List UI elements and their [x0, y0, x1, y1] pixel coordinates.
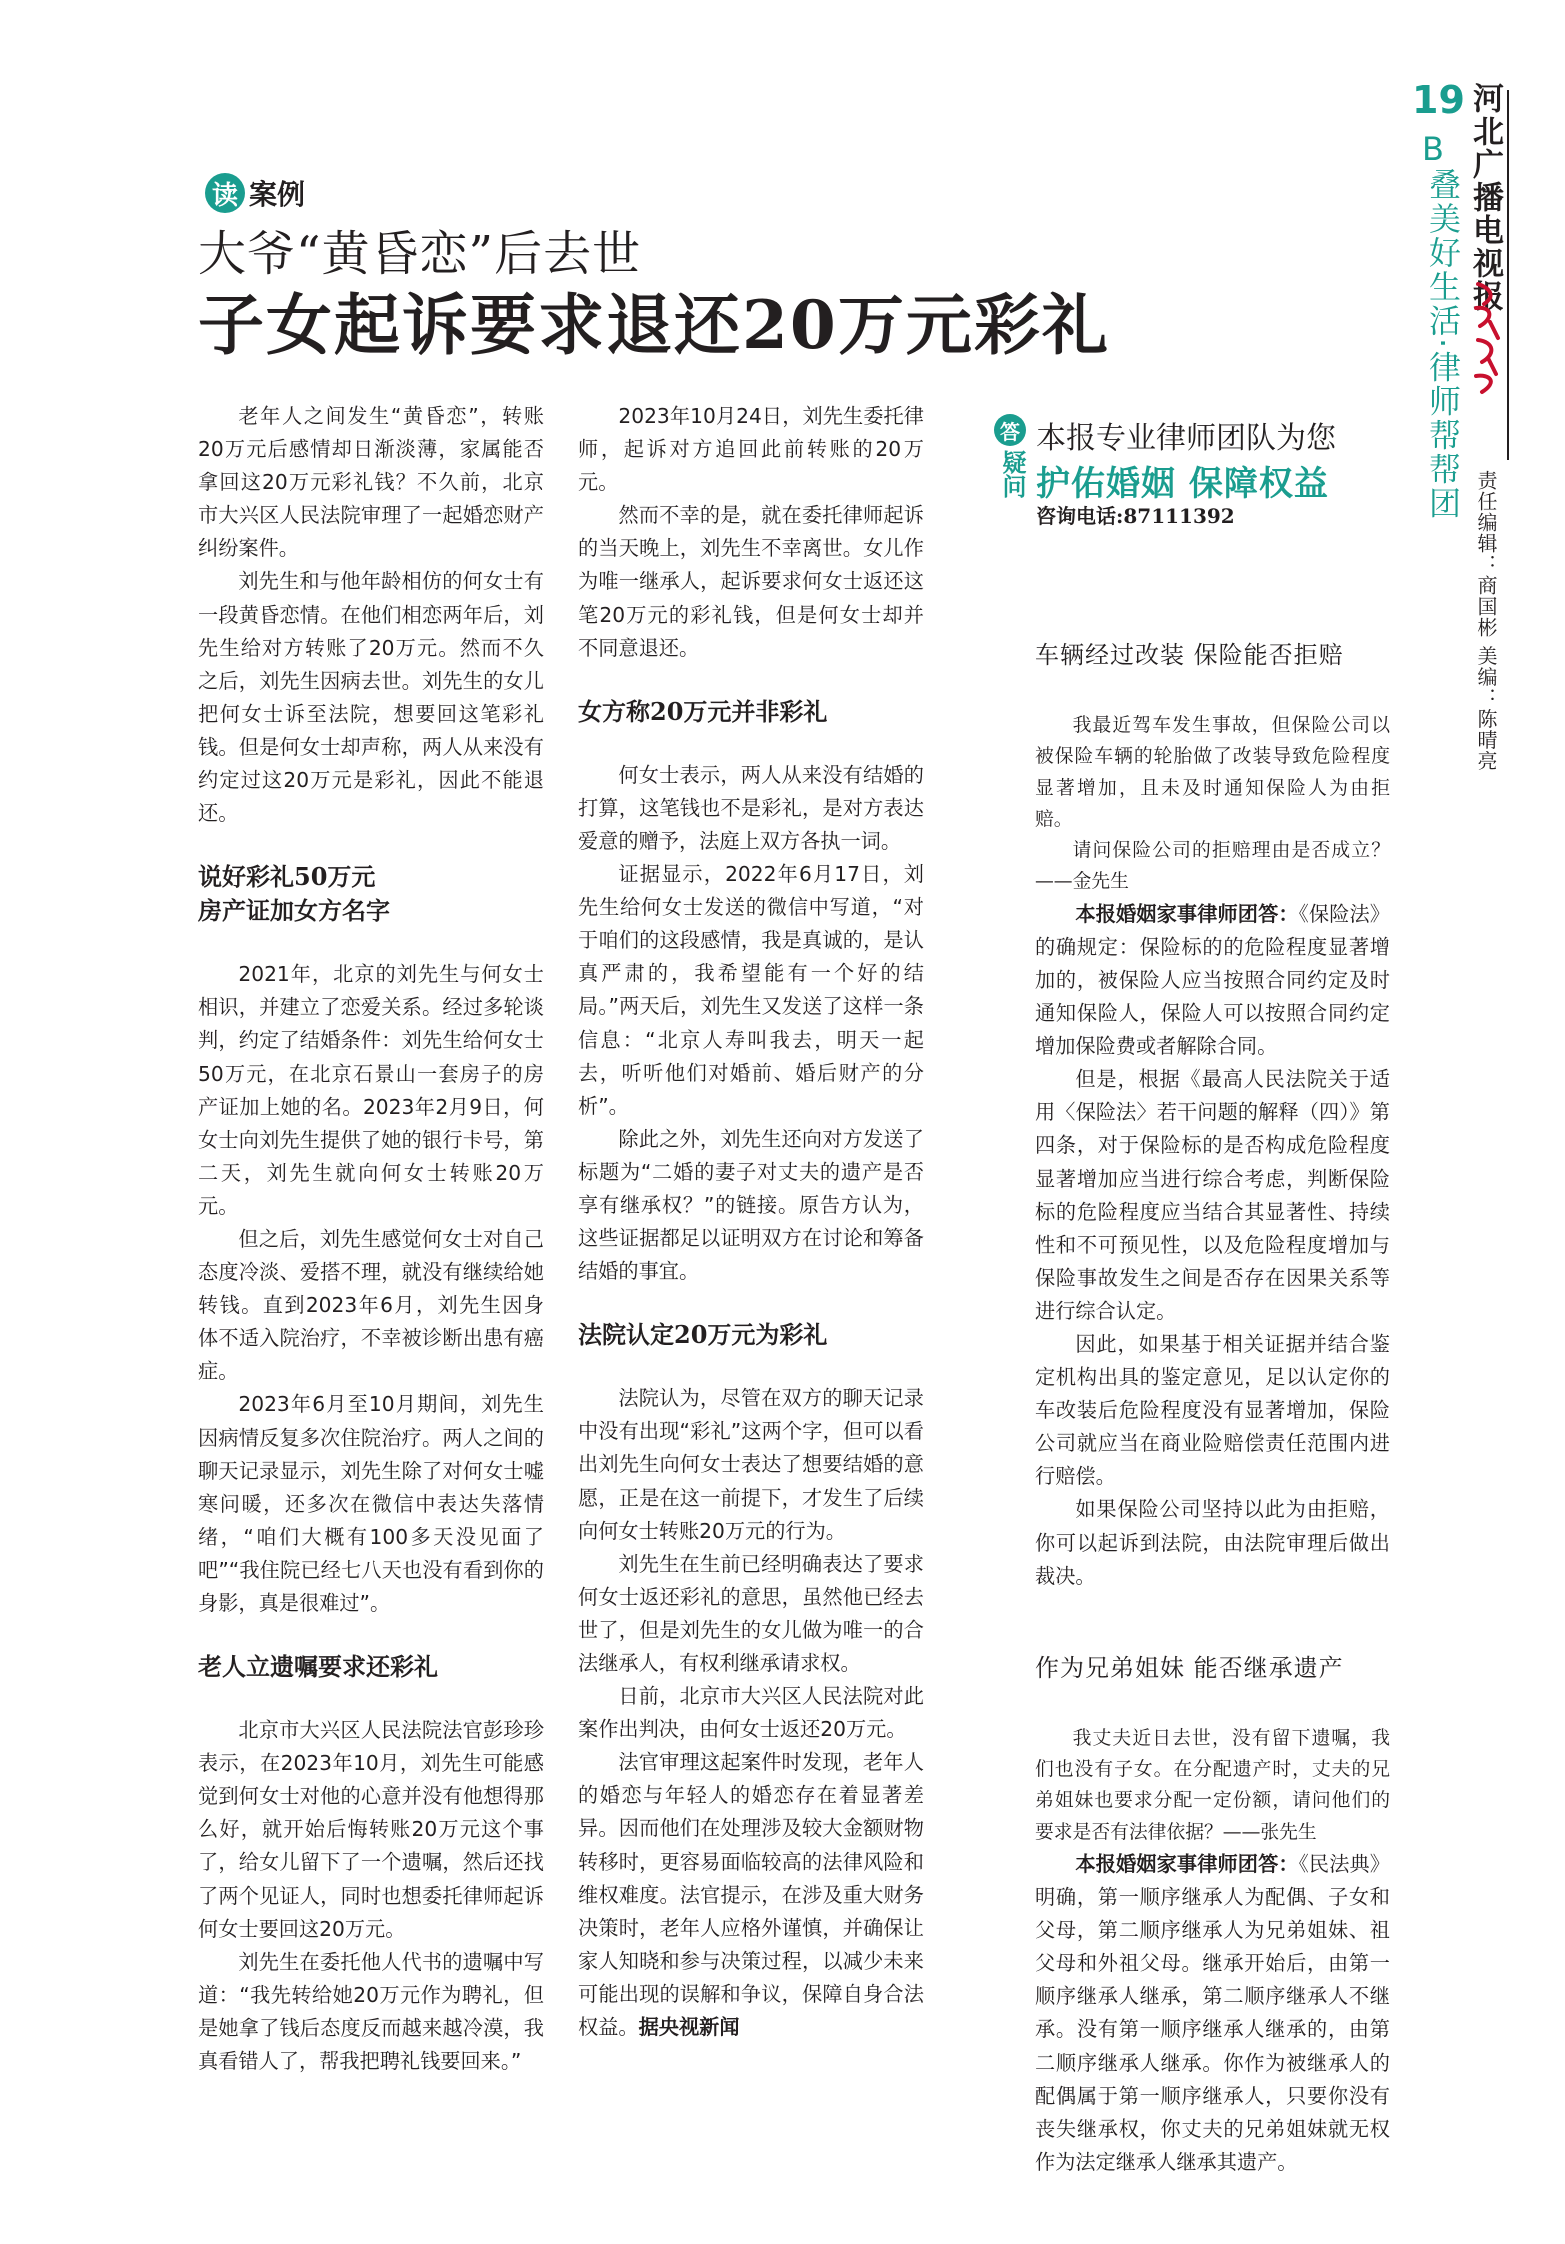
- paragraph: 然而不幸的是，就在委托律师起诉的当天晚上，刘先生不幸离世。女儿作为唯一继承人，起诉要求何女士返还这笔20万元的彩礼钱，但是何女士却并不同意退还。: [578, 503, 924, 660]
- editor-credits: 责任编辑：商国彬 美编：陈晴亮: [1474, 470, 1498, 772]
- paragraph: 法院认为，尽管在双方的聊天记录中没有出现“彩礼”这两个字，但可以看出刘先生向何女士表达了想要结婚的意愿，正是在这一前提下，才发生了后续向何女士转账20万元的行为。: [578, 1386, 924, 1543]
- paragraph: 2023年10月24日，刘先生委托律师，起诉对方追回此前转账的20万元。: [578, 404, 924, 495]
- answer-paragraph: [1035, 1848, 1390, 2179]
- ad-line-1: 本报专业律师团队为您: [1036, 421, 1336, 456]
- article-column-1: [198, 400, 544, 2078]
- section-title: 叠美好生活·律师帮帮团: [1424, 168, 1462, 521]
- page-number: 19: [1412, 78, 1465, 122]
- paragraph: 证据显示，2022年6月17日，刘先生给何女士发送的微信中写道，“对于咱们的这段感情，我是真诚的，是认真严肃的，我希望能有一个好的结局。”两天后，刘先生又发送了这样一条信息：“北京人寿叫我去，明天一起去，听听他们对婚前、婚后财产的分析”。: [578, 862, 924, 1118]
- paragraph: 除此之外，刘先生还向对方发送了标题为“二婚的妻子对丈夫的遗产是否享有继承权？”的链接。原告方认为，这些证据都足以证明双方在讨论和筹备结婚的事宜。: [578, 1126, 924, 1284]
- answer-lead: 本报婚姻家事律师团答：: [1075, 1851, 1299, 1876]
- paragraph: 刘先生在生前已经明确表达了要求何女士返还彩礼的意思，虽然他已经去世了，但是刘先生的女儿做为唯一的合法继承人，有权利继承请求权。: [578, 1551, 924, 1675]
- headline-line-1: 大爷“黄昏恋”后去世: [198, 226, 642, 282]
- section-letter: B: [1422, 130, 1444, 168]
- qa-title-2: 作为兄弟姐妹 能否继承遗产: [1035, 1653, 1344, 1682]
- paragraph: 刘先生在委托他人代书的遗嘱中写道：“我先转给她20万元作为聘礼，但是她拿了钱后态度反而越来越冷漠，我真看错人了，帮我把聘礼钱要回来。”: [198, 1949, 544, 2074]
- answer-lead: 本报婚姻家事律师团答：: [1075, 901, 1299, 926]
- source-credit: 据央视新闻: [638, 2015, 740, 2040]
- subheading: [198, 860, 544, 928]
- paragraph: 2023年6月至10月期间，刘先生因病情反复多次住院治疗。两人之间的聊天记录显示，刘先生除了对何女士嘘寒问暖，还多次在微信中表达失落情绪，“咱们大概有100多天没见面了吧”“我住院已经七八天也没有看到你的身影，真是很难过”。: [198, 1392, 544, 1615]
- subheading: 老人立遗嘱要求还彩礼: [198, 1652, 438, 1682]
- paragraph: [578, 1746, 924, 2044]
- kicker-label: 案例: [249, 178, 306, 211]
- paragraph: 但之后，刘先生感觉何女士对自己态度冷淡、爱搭不理，就没有继续给她转钱。直到2023年6月，刘先生因身体不适入院治疗，不幸被诊断出患有癌症。: [198, 1226, 544, 1384]
- qa-label: 疑问: [998, 450, 1026, 498]
- question-text: 请问保险公司的拒赔理由是否成立？——金先生: [1035, 840, 1390, 893]
- question-text: 我丈夫近日去世，没有留下遗嘱，我们也没有子女。在分配遗产时，丈夫的兄弟姐妹也要求分配一定份额，请问他们的要求是否有法律依据？——张先生: [1035, 1727, 1390, 1843]
- headline-line-2: 子女起诉要求退还20万元彩礼: [198, 286, 1110, 364]
- answer-paragraph: [1035, 898, 1390, 1063]
- question-text: 我最近驾车发生事故，但保险公司以被保险车辆的轮胎做了改装导致危险程度显著增加，且未及时通知保险人为由拒赔。: [1035, 715, 1390, 830]
- paragraph: 日前，北京市大兴区人民法院对此案作出判决，由何女士返还20万元。: [578, 1684, 924, 1742]
- consult-phone: 咨询电话:87111392: [1036, 504, 1235, 528]
- spacer: [1035, 1593, 1390, 1653]
- paragraph: 何女士表示，两人从来没有结婚的打算，这笔钱也不是彩礼，是对方表达爱意的赠予，法庭上双方各执一词。: [578, 762, 924, 853]
- paragraph: 2021年，北京的刘先生与何女士相识，并建立了恋爱关系。经过多轮谈判，约定了结婚条件：刘先生给何女士50万元，在北京石景山一套房子的房产证加上她的名。2023年2月9日，何女士向刘先生提供了她的银行卡号，第二天，刘先生就向何女士转账20万元。: [198, 962, 544, 1218]
- paragraph-text: 法官审理这起案件时发现，老年人的婚恋与年轻人的婚恋存在着显著差异。因而他们在处理涉及较大金额财物转移时，更容易面临较高的法律风险和维权难度。法官提示，在涉及重大财务决策时，老年人应格外谨慎，并确保让家人知晓和参与决策过程，以减少未来可能出现的误解和争议，保障自身合法权益。: [578, 1750, 924, 2040]
- answer-paragraph: 因此，如果基于相关证据并结合鉴定机构出具的鉴定意见，足以认定你的车改装后危险程度没有显著增加，保险公司就应当在商业险赔偿责任范围内进行赔偿。: [1035, 1332, 1390, 1489]
- answer-text: 《保险法》的确规定：保险标的的危险程度显著增加的，被保险人应当按照合同约定及时通知保险人，保险人可以按照合同约定增加保险费或者解除合同。: [1035, 901, 1390, 1059]
- paragraph: 刘先生和与他年龄相仿的何女士有一段黄昏恋情。在他们相恋两年后，刘先生给对方转账了20万元。然而不久之后，刘先生因病去世。刘先生的女儿把何女士诉至法院，想要回这笔彩礼钱。但是何女士却声称，两人从来没有约定过这20万元是彩礼，因此不能退还。: [198, 569, 544, 826]
- section-kicker: [205, 172, 305, 214]
- subheading-line-1: 说好彩礼50万元: [198, 862, 376, 892]
- ad-line-2: 护佑婚姻 保障权益: [1036, 464, 1329, 504]
- paragraph: 北京市大兴区人民法院法官彭珍珍表示，在2023年10月，刘先生可能感觉到何女士对他的心意并没有他想得那么好，就开始后悔转账20万元这个事了，给女儿留下了一个遗嘱，然后还找了两个见证人，同时也想委托律师起诉何女士要回这20万元。: [198, 1718, 544, 1941]
- subheading: 法院认定20万元为彩礼: [578, 1320, 828, 1350]
- paper-name: 河北广播电视报: [1467, 82, 1503, 313]
- answer-paragraph: 但是，根据《最高人民法院关于适用〈保险法〉若干问题的解释（四）》第四条，对于保险标的是否构成危险程度显著增加应当进行综合考虑，判断保险标的危险程度应当结合其显著性、持续性和不可预见性，以及危险程度增加与保险事故发生之间是否存在因果关系等进行综合认定。: [1035, 1067, 1390, 1323]
- answer-text: 《民法典》明确，第一顺序继承人为配偶、子女和父母，第二顺序继承人为兄弟姐妹、祖父母和外祖父母。继承开始后，由第一顺序继承人继承，第二顺序继承人不继承。没有第一顺序继承人继承的，由第二顺序继承人继承。你作为被继承人的配偶属于第一顺序继承人，只要你没有丧失继承权，你丈夫的兄弟姐妹就无权作为法定继承人继承其遗产。: [1035, 1851, 1390, 2174]
- qa-title-1: 车辆经过改装 保险能否拒赔: [1035, 641, 1344, 669]
- read-badge-icon: 读: [205, 173, 245, 213]
- newspaper-logo-icon: [1470, 278, 1504, 396]
- qa-column: [1035, 640, 1390, 2179]
- masthead-divider: [1507, 90, 1509, 460]
- paragraph: 老年人之间发生“黄昏恋”，转账20万元后感情却日渐淡薄，家属能否拿回这20万元彩礼钱？不久前，北京市大兴区人民法院审理了一起婚恋财产纠纷案件。: [198, 404, 544, 561]
- subheading-line-2: 房产证加女方名字: [198, 896, 390, 926]
- subheading: 女方称20万元并非彩礼: [578, 696, 828, 726]
- answer-paragraph: 如果保险公司坚持以此为由拒赔，你可以起诉到法院，由法院审理后做出裁决。: [1035, 1497, 1390, 1588]
- article-column-2: [578, 400, 924, 2044]
- answer-badge-icon: 答: [994, 414, 1026, 446]
